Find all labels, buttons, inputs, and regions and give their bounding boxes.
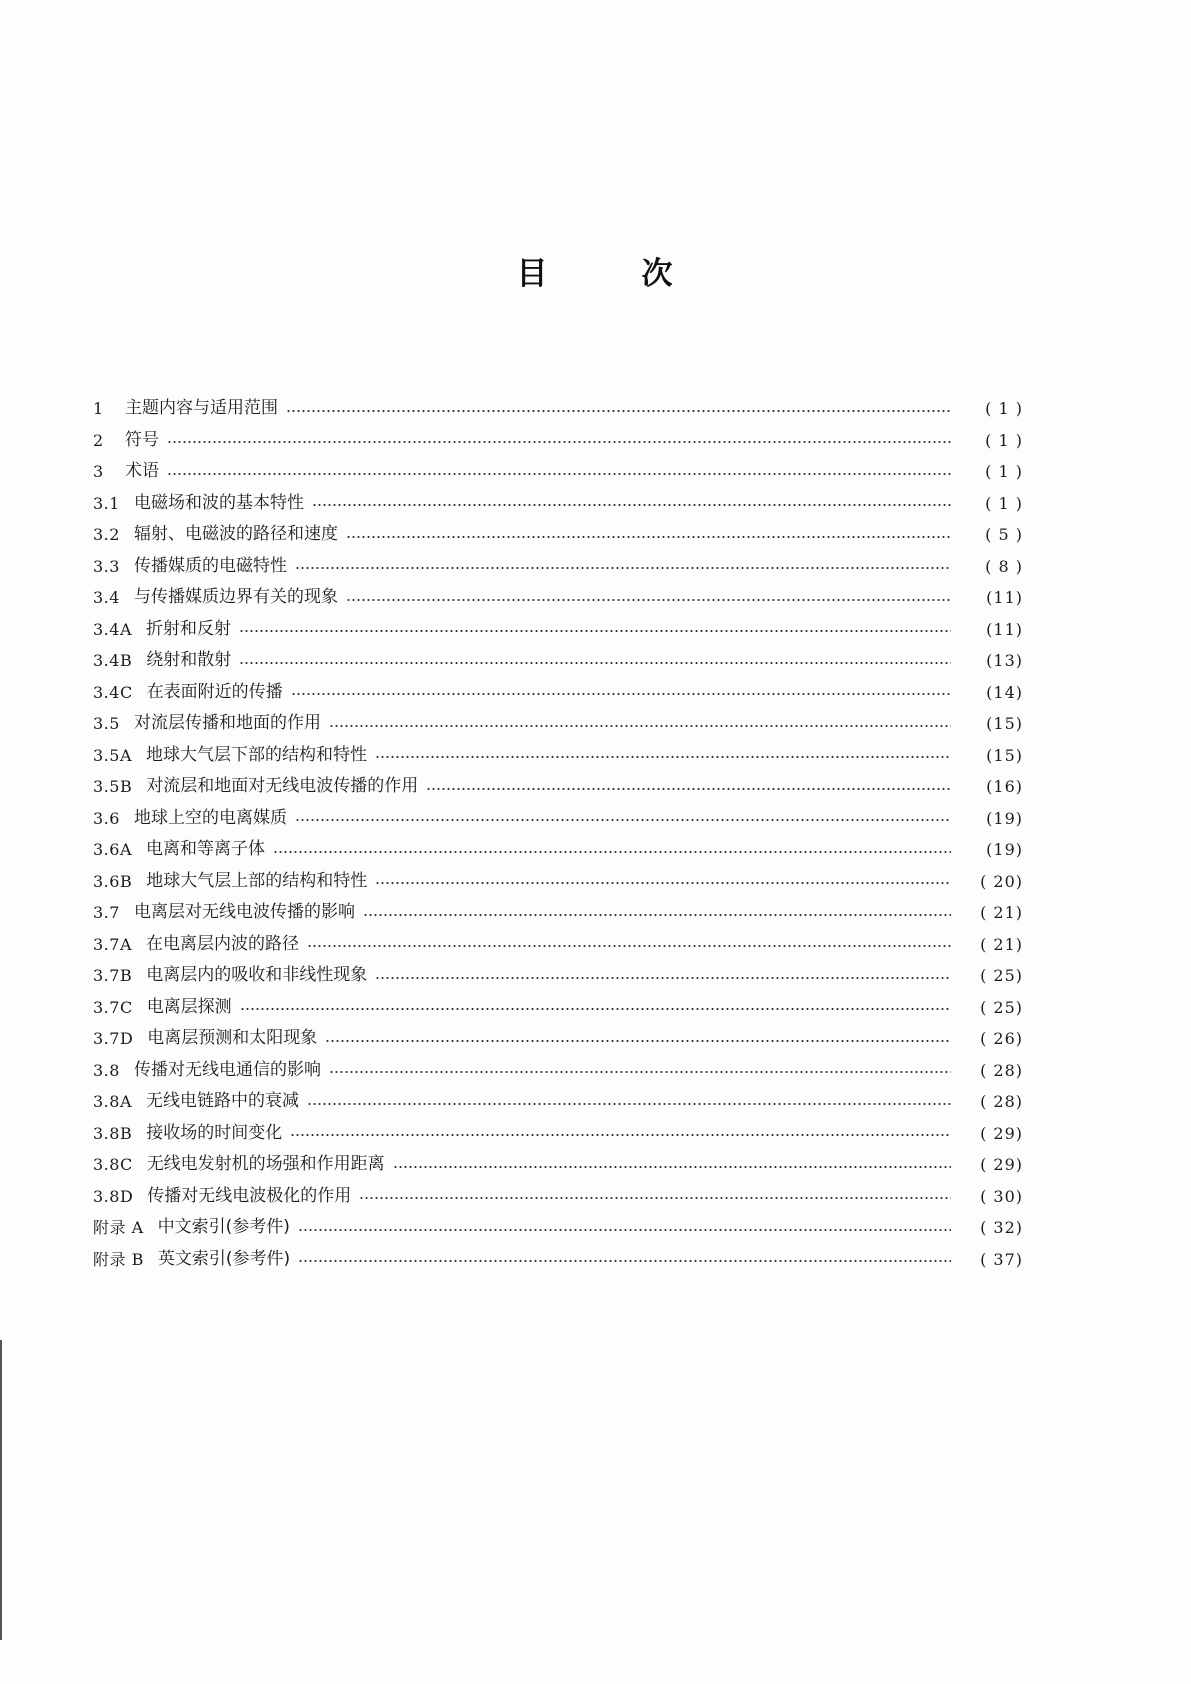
toc-leader-dots: [298, 1229, 951, 1231]
toc-entry-page: ( 1 ): [985, 493, 1023, 513]
toc-leader-dots: [167, 441, 951, 443]
toc-entry-title: 符号: [125, 429, 159, 450]
toc-leader-dots: [329, 725, 951, 727]
toc-leader-dots: [167, 473, 951, 475]
toc-leader-dots: [346, 536, 951, 538]
toc-entry-number: 3.5: [93, 714, 120, 733]
toc-entry-number: 3.8A: [93, 1092, 132, 1111]
toc-entry-title: 英文索引(参考件): [157, 1248, 291, 1269]
toc-leader-dots: [393, 1166, 951, 1168]
toc-entry-page: ( 26): [980, 1029, 1023, 1048]
toc-entry-page: ( 1 ): [985, 399, 1023, 418]
toc-entry-page: ( 8 ): [985, 556, 1023, 576]
title-char-2: 次: [641, 256, 675, 292]
toc-leader-dots: [286, 410, 951, 412]
toc-entry-title: 术语: [125, 461, 159, 481]
toc-entry-page: ( 29): [980, 1123, 1023, 1143]
toc-leader-dots: [239, 630, 951, 632]
toc-entry-title: 电离和等离子体: [146, 839, 265, 859]
toc-entry-title: 无线电发射机的场强和作用距离: [146, 1154, 385, 1174]
toc-entry-page: ( 28): [980, 1092, 1023, 1111]
toc-entry[interactable]: [93, 929, 1023, 961]
toc-entry-title: 传播媒质的电磁特性: [133, 555, 287, 576]
toc-entry[interactable]: [93, 1149, 1023, 1181]
toc-leader-dots: [329, 1071, 951, 1073]
toc-entry[interactable]: [93, 582, 1023, 614]
toc-entry-title: 无线电链路中的衰减: [146, 1091, 299, 1111]
toc-entry[interactable]: [93, 1212, 1023, 1244]
toc-leader-dots: [359, 1197, 951, 1199]
toc-entry[interactable]: [93, 425, 1023, 457]
toc-entry-number: 3.1: [93, 493, 120, 513]
toc-entry-number: 3.6A: [93, 840, 132, 859]
toc-entry-page: (15): [986, 714, 1023, 733]
toc-leader-dots: [298, 1260, 951, 1262]
title-char-1: 目: [516, 256, 550, 292]
toc-leader-dots: [239, 662, 951, 664]
toc-entry-number: 3.7A: [93, 934, 132, 954]
toc-entry-page: ( 25): [980, 997, 1023, 1017]
toc-entry[interactable]: [93, 393, 1023, 425]
toc-leader-dots: [312, 504, 951, 506]
toc-leader-dots: [363, 914, 951, 916]
toc-entry-number: 3.8: [93, 1060, 120, 1080]
toc-entry[interactable]: [93, 740, 1023, 772]
toc-leader-dots: [375, 882, 951, 884]
toc-entry-title: 电磁场和波的基本特性: [133, 492, 304, 513]
toc-entry-number: 3.4A: [93, 619, 132, 639]
toc-entry-number: 3.8B: [93, 1123, 133, 1143]
toc-entry-title: 地球上空的电离媒质: [133, 807, 287, 828]
toc-entry-number: 3.4C: [93, 682, 133, 702]
toc-entry-page: (11): [986, 619, 1023, 639]
toc-entry-title: 电离层对无线电波传播的影响: [133, 902, 355, 922]
toc-entry-page: ( 1 ): [985, 462, 1023, 481]
toc-leader-dots: [240, 1008, 951, 1010]
toc-entry-number: 3.6B: [93, 871, 133, 891]
toc-entry-number: 3.2: [93, 525, 120, 544]
table-of-contents: [93, 393, 1023, 1275]
toc-entry-page: ( 32): [980, 1218, 1023, 1237]
toc-entry-page: ( 20): [980, 871, 1023, 891]
toc-entry-number: 3.4: [93, 588, 120, 607]
toc-entry-page: ( 21): [980, 934, 1023, 954]
toc-entry[interactable]: [93, 677, 1023, 709]
toc-entry[interactable]: [93, 519, 1023, 551]
toc-entry-title: 电离层探测: [146, 996, 232, 1017]
toc-entry[interactable]: [93, 1244, 1023, 1276]
toc-leader-dots: [290, 1134, 951, 1136]
toc-entry-title: 电离层内的吸收和非线性现象: [146, 965, 368, 985]
toc-entry[interactable]: [93, 1181, 1023, 1213]
toc-entry-number: 3.6: [93, 808, 120, 828]
toc-entry-title: 地球大气层上部的结构和特性: [146, 870, 368, 891]
toc-entry-title: 传播对无线电波极化的作用: [147, 1185, 352, 1206]
toc-entry-page: ( 21): [980, 903, 1023, 922]
toc-entry-number: 附录 B: [93, 1249, 144, 1269]
toc-entry-page: (16): [986, 777, 1023, 796]
toc-entry-page: (15): [986, 745, 1023, 765]
toc-entry-number: 3: [93, 462, 104, 481]
toc-entry-title: 传播对无线电通信的影响: [133, 1059, 321, 1080]
toc-entry-page: ( 25): [980, 966, 1023, 985]
toc-entry[interactable]: [93, 803, 1023, 835]
toc-entry-page: ( 28): [980, 1060, 1023, 1080]
toc-leader-dots: [273, 851, 951, 853]
toc-leader-dots: [426, 788, 951, 790]
toc-entry-page: ( 37): [980, 1249, 1023, 1269]
toc-leader-dots: [346, 599, 951, 601]
toc-entry[interactable]: [93, 1023, 1023, 1055]
toc-entry[interactable]: [93, 488, 1023, 520]
toc-entry-number: 3.3: [93, 556, 120, 576]
toc-entry-page: (13): [986, 651, 1023, 670]
toc-entry-title: 对流层和地面对无线电波传播的作用: [146, 776, 419, 796]
toc-entry[interactable]: [93, 771, 1023, 803]
toc-entry[interactable]: [93, 1055, 1023, 1087]
toc-leader-dots: [307, 1103, 951, 1105]
toc-entry-title: 在表面附近的传播: [146, 681, 283, 702]
toc-entry-page: (11): [986, 588, 1023, 607]
toc-leader-dots: [375, 756, 951, 758]
toc-entry-number: 3.8D: [93, 1186, 134, 1206]
toc-entry[interactable]: [93, 834, 1023, 866]
toc-entry-page: (14): [986, 682, 1023, 702]
toc-entry-title: 在电离层内波的路径: [146, 933, 299, 954]
toc-entry-number: 3.5A: [93, 745, 132, 765]
toc-entry[interactable]: [93, 645, 1023, 677]
scan-edge-mark: [0, 1340, 2, 1640]
toc-entry[interactable]: [93, 897, 1023, 929]
toc-leader-dots: [307, 945, 951, 947]
toc-entry[interactable]: [93, 1118, 1023, 1150]
toc-entry-number: 附录 A: [93, 1218, 144, 1237]
toc-entry-number: 3.7: [93, 903, 120, 922]
toc-entry-page: ( 1 ): [985, 430, 1023, 450]
toc-entry-page: (19): [986, 808, 1023, 828]
toc-leader-dots: [291, 693, 951, 695]
toc-entry-title: 与传播媒质边界有关的现象: [133, 587, 338, 607]
toc-entry[interactable]: [93, 551, 1023, 583]
toc-entry-number: 3.7C: [93, 997, 133, 1017]
toc-entry-number: 3.4B: [93, 651, 133, 670]
toc-entry-title: 地球大气层下部的结构和特性: [146, 744, 367, 765]
page-title: [0, 248, 1191, 293]
toc-entry[interactable]: [93, 708, 1023, 740]
toc-entry[interactable]: [93, 960, 1023, 992]
toc-leader-dots: [295, 567, 951, 569]
toc-entry-title: 对流层传播和地面的作用: [133, 713, 321, 733]
toc-entry[interactable]: [93, 992, 1023, 1024]
toc-entry-number: 3.7D: [93, 1029, 134, 1048]
toc-entry-title: 绕射和散射: [146, 650, 232, 670]
toc-entry-number: 3.8C: [93, 1155, 133, 1174]
toc-entry-title: 电离层预测和太阳现象: [147, 1028, 318, 1048]
toc-entry-title: 中文索引(参考件): [157, 1217, 290, 1237]
toc-entry[interactable]: [93, 614, 1023, 646]
toc-entry-number: 1: [93, 399, 104, 418]
toc-entry-title: 辐射、电磁波的路径和速度: [133, 524, 338, 544]
toc-leader-dots: [375, 977, 951, 979]
toc-entry-page: ( 29): [980, 1155, 1023, 1174]
toc-entry-number: 2: [93, 430, 104, 450]
toc-entry-number: 3.5B: [93, 777, 133, 796]
toc-leader-dots: [325, 1040, 951, 1042]
toc-entry-title: 接收场的时间变化: [146, 1122, 283, 1143]
toc-entry-number: 3.7B: [93, 966, 133, 985]
toc-entry-title: 主题内容与适用范围: [125, 398, 278, 418]
toc-leader-dots: [295, 819, 951, 821]
toc-entry[interactable]: [93, 866, 1023, 898]
toc-entry[interactable]: [93, 456, 1023, 488]
toc-entry-page: (19): [986, 840, 1023, 859]
toc-entry-page: ( 30): [980, 1186, 1023, 1206]
toc-entry[interactable]: [93, 1086, 1023, 1118]
toc-entry-page: ( 5 ): [985, 525, 1023, 544]
toc-entry-title: 折射和反射: [146, 618, 231, 639]
